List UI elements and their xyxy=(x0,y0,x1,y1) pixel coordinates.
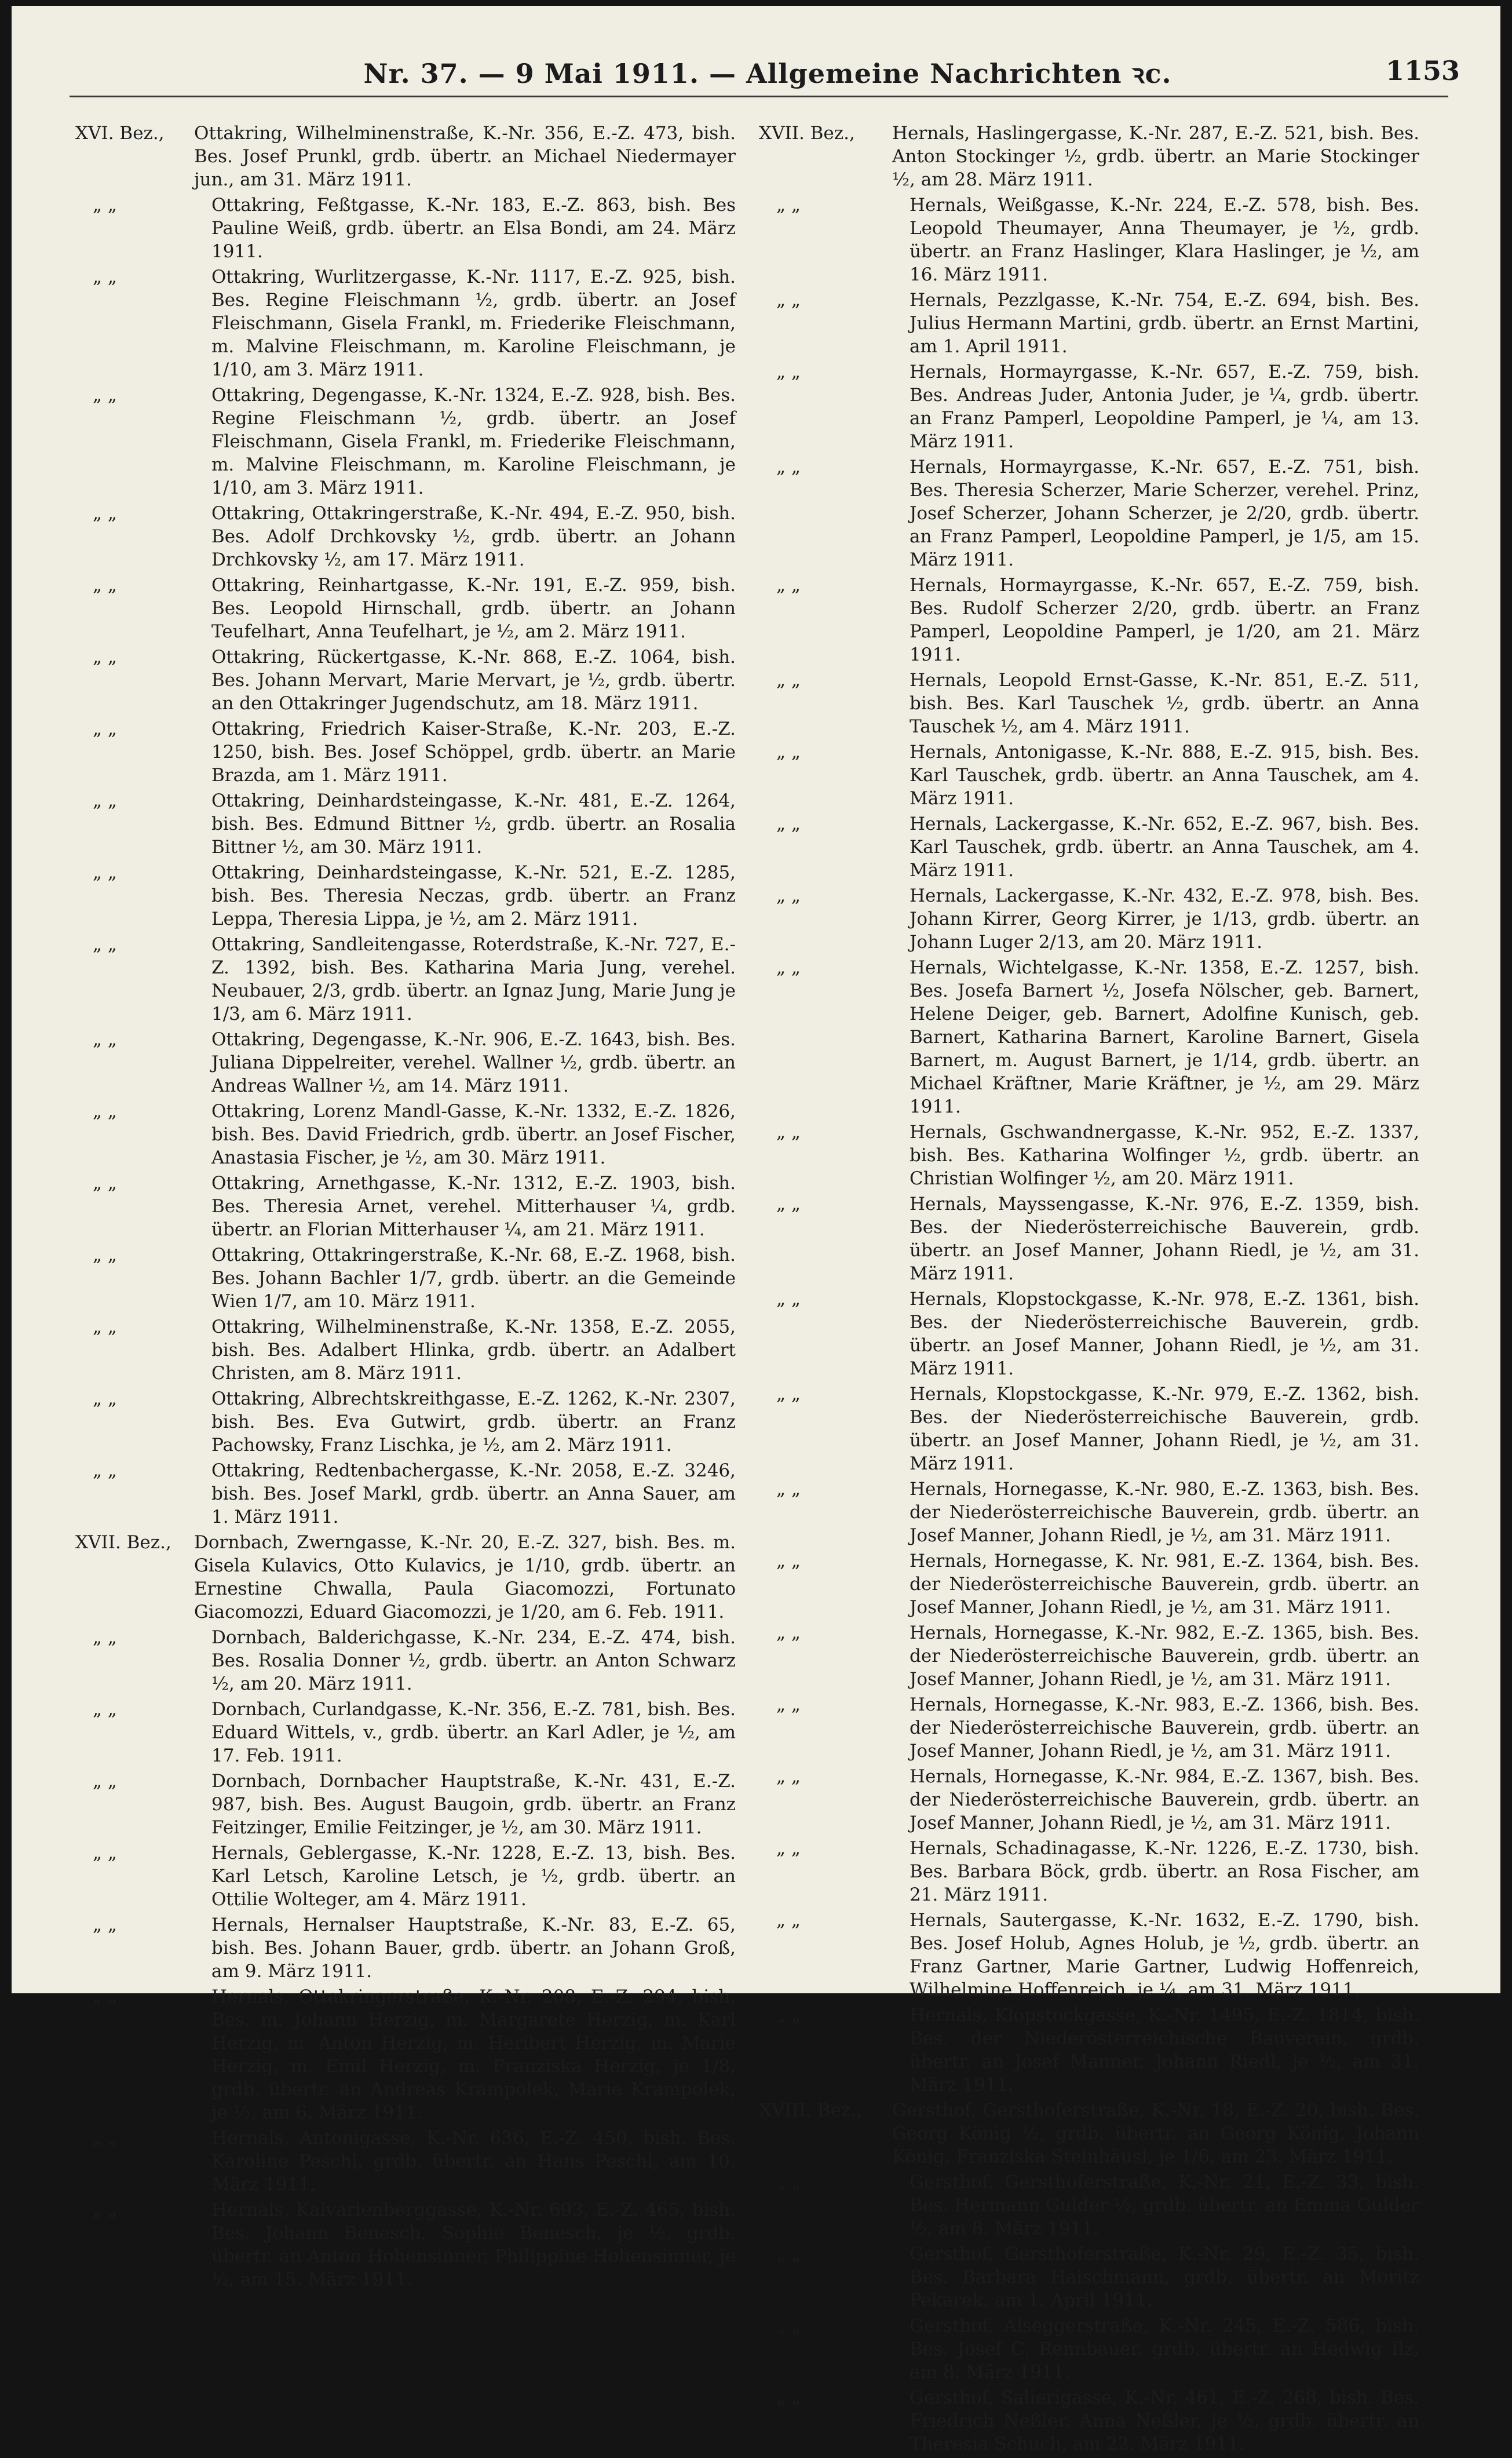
entry-district: „ „ xyxy=(776,1122,801,1143)
register-entry xyxy=(759,1765,1419,1835)
register-entry xyxy=(75,646,736,715)
register-entry xyxy=(75,861,736,931)
entry-text: Hernals, Hormayrgasse, K.-Nr. 657, E.-Z. 759, bish. Bes. Rudolf Scherzer 2/20, grdb. übertr. an Franz Pamperl, Leopoldine Pamperl, je 1/20, am 21. März 1911. xyxy=(910,575,1419,665)
entry-district: „ „ xyxy=(93,267,117,287)
entry-district: „ „ xyxy=(93,2128,117,2149)
entry-district: „ „ xyxy=(776,1384,801,1405)
entry-district: „ „ xyxy=(93,195,117,216)
header-title: Nr. 37. — 9 Mai 1911. — Allgemeine Nachrichten ꝛc. xyxy=(363,58,1172,89)
entry-district: XVII. Bez., xyxy=(759,123,855,144)
entry-district: „ „ xyxy=(776,362,801,382)
register-entry xyxy=(759,812,1419,882)
entry-text: Ottakring, Wilhelminenstraße, K.-Nr. 356, E.-Z. 473, bish. Bes. Josef Prunkl, grdb. übertr. an Michael Niedermayer jun., am 31. März 1911. xyxy=(194,123,736,190)
register-entry xyxy=(75,933,736,1026)
newspaper-page xyxy=(12,6,1500,2455)
entry-district: „ „ xyxy=(93,575,117,596)
entry-text: Hernals, Ottakringerstraße, K.-Nr. 208, E.-Z. 294, bish. Bes. m. Johann Herzig, m. Margarete Herzig, m. Karl Herzig, m. Anton Herzig, m. Heribert Herzig, m. Marie Herzig, m. Emil Herzig, m. Franziska Herzig, je 1/8, grdb. übertr. an Andreas Krampolek, Marie Krampolek, je ½, am 6. März 1911. xyxy=(211,1986,736,2123)
register-entry xyxy=(759,1478,1419,1547)
register-entry xyxy=(759,360,1419,453)
entry-text: Hernals, Hornegasse, K.-Nr. 983, E.-Z. 1366, bish. Bes. der Niederösterreichische Bauverein, grdb. übertr. an Josef Manner, Johann Riedl, je ½, am 31. März 1911. xyxy=(910,1694,1419,1762)
register-entry xyxy=(75,194,736,263)
register-entry xyxy=(75,2127,736,2196)
entry-text: Ottakring, Wilhelminenstraße, K.-Nr. 1358, E.-Z. 2055, bish. Bes. Adalbert Hlinka, grdb. übertr. an Adalbert Christen, am 8. März 1911. xyxy=(211,1316,736,1384)
entry-district: XVI. Bez., xyxy=(75,123,165,144)
entry-district: „ „ xyxy=(776,2005,801,2026)
entry-district: „ „ xyxy=(93,790,117,811)
entry-district: „ „ xyxy=(93,934,117,955)
entry-text: Gersthof, Salierigasse, K.-Nr. 461, E.-Z. 268, bish. Bes. Friedrich Neßler, Anna Neßler, je ½, grdb. übertr. an Theresia Schuch, am 22. März 1911. xyxy=(910,2387,1419,2455)
entry-district: „ „ xyxy=(93,385,117,406)
entry-text: Ottakring, Reinhartgasse, K.-Nr. 191, E.-Z. 959, bish. Bes. Leopold Hirnschall, grdb. übertr. an Johann Teufelhart, Anna Teufelhart, je ½, am 2. März 1911. xyxy=(211,575,736,642)
entry-text: Hernals, Hormayrgasse, K.-Nr. 657, E.-Z. 759, bish. Bes. Andreas Juder, Antonia Juder, je ¼, grdb. übertr. an Franz Pamperl, Leopoldine Pamperl, je ¼, am 13. März 1911. xyxy=(910,362,1419,452)
register-entry xyxy=(759,194,1419,286)
register-entry xyxy=(759,956,1419,1118)
register-entry xyxy=(759,2004,1419,2096)
register-entry xyxy=(759,1192,1419,1285)
register-entry xyxy=(75,1698,736,1767)
entry-text: Ottakring, Lorenz Mandl-Gasse, K.-Nr. 1332, E.-Z. 1826, bish. Bes. David Friedrich, grdb. übertr. an Josef Fischer, Anastasia Fischer, je ½, am 30. März 1911. xyxy=(211,1101,736,1168)
entry-district: „ „ xyxy=(776,575,801,596)
entry-text: Ottakring, Ottakringerstraße, K.-Nr. 68, E.-Z. 1968, bish. Bes. Johann Bachler 1/7, grdb. übertr. an die Gemeinde Wien 1/7, am 10. März 1911. xyxy=(211,1245,736,1312)
entry-text: Hernals, Antonigasse, K.-Nr. 888, E.-Z. 915, bish. Bes. Karl Tauschek, grdb. übertr. an Anna Tauschek, am 4. März 1911. xyxy=(910,742,1419,809)
entry-text: Hernals, Schadinagasse, K.-Nr. 1226, E.-Z. 1730, bish. Bes. Barbara Böck, grdb. übertr. an Rosa Fischer, am 21. März 1911. xyxy=(910,1838,1419,1905)
entry-text: Hernals, Hornegasse, K. Nr. 981, E.-Z. 1364, bish. Bes. der Niederösterreichische Bauverein, grdb. übertr. an Josef Manner, Johann Riedl, je ½, am 31. März 1911. xyxy=(910,1551,1419,1618)
register-entry xyxy=(759,2242,1419,2312)
register-entry xyxy=(759,2099,1419,2168)
entry-text: Ottakring, Albrechtskreithgasse, E.-Z. 1262, K.-Nr. 2307, bish. Bes. Eva Gutwirt, grdb. übertr. an Franz Pachowsky, Franz Lischka, je ½, am 2. März 1911. xyxy=(211,1388,736,1456)
register-entry xyxy=(75,1913,736,1983)
register-entry xyxy=(75,717,736,787)
register-entry xyxy=(759,884,1419,954)
register-entry xyxy=(759,1549,1419,1619)
entry-district: „ „ xyxy=(93,1843,117,1863)
entry-text: Ottakring, Ottakringerstraße, K.-Nr. 494, E.-Z. 950, bish. Bes. Adolf Drchkovsky ½, grdb. übertr. an Johann Drchkovsky ½, am 17. März 1911. xyxy=(211,503,736,570)
entry-text: Hernals, Antonigasse, K.-Nr. 636, E.-Z. 450, bish. Bes. Karoline Peschl, grdb. übertr. an Hans Peschl, am 10. März 1911. xyxy=(211,2128,736,2195)
entry-text: Hernals, Klopstockgasse, K.-Nr. 979, E.-Z. 1362, bish. Bes. der Niederösterreichische Bauverein, grdb. übertr. an Josef Manner, Johann Riedl, je ½, am 31. März 1911. xyxy=(910,1384,1419,1474)
entry-district: „ „ xyxy=(93,862,117,883)
entry-district: „ „ xyxy=(776,742,801,763)
entry-district: „ „ xyxy=(776,1838,801,1859)
register-entry xyxy=(759,122,1419,191)
register-entry xyxy=(75,384,736,499)
entry-text: Hernals, Hornegasse, K.-Nr. 980, E.-Z. 1363, bish. Bes. der Niederösterreichische Bauverein, grdb. übertr. an Josef Manner, Johann Riedl, je ½, am 31. März 1911. xyxy=(910,1479,1419,1546)
entry-district: „ „ xyxy=(776,1479,801,1500)
entry-text: Dornbach, Balderichgasse, K.-Nr. 234, E.-Z. 474, bish. Bes. Rosalia Donner ½, grdb. übertr. an Anton Schwarz ½, am 20. März 1911. xyxy=(211,1627,736,1694)
entry-text: Hernals, Kalvarienberggasse, K.-Nr. 693, E.-Z. 465, bish. Bes. Johann Benesch, Sophie Benesch, je ½, grdb. übertr. an Anton Hohensinner, Philippine Hohensinner, je ½, am 15. März 1911. xyxy=(211,2200,736,2290)
entry-district: „ „ xyxy=(93,1771,117,1792)
page-number: 1153 xyxy=(1385,55,1460,86)
entry-text: Gersthof, Alseggerstraße, K.-Nr. 245, E.-Z. 586, bish. Bes. Josef C. Rennbauer, grdb. übertr. an Hedwig Ilz, am 8. März 1911. xyxy=(910,2315,1419,2383)
entry-district: „ „ xyxy=(93,647,117,668)
register-entry xyxy=(75,502,736,571)
register-entry xyxy=(759,2386,1419,2456)
entry-text: Hernals, Hernalser Hauptstraße, K.-Nr. 83, E.-Z. 65, bish. Bes. Johann Bauer, grdb. übertr. an Johann Groß, am 9. März 1911. xyxy=(211,1914,736,1982)
entry-district: „ „ xyxy=(93,1316,117,1337)
entry-district: „ „ xyxy=(93,1460,117,1481)
entry-district: XVIII. Bez., xyxy=(759,2100,863,2121)
entry-district: „ „ xyxy=(776,290,801,311)
entry-text: Hernals, Gschwandnergasse, K.-Nr. 952, E.-Z. 1337, bish. Bes. Katharina Wolfinger ½, grdb. übertr. an Christian Wolfinger ½, am 20. März 1911. xyxy=(910,1122,1419,1189)
register-entry xyxy=(759,1288,1419,1380)
entry-district: „ „ xyxy=(776,1551,801,1571)
entry-text: Ottakring, Deinhardsteingasse, K.-Nr. 521, E.-Z. 1285, bish. Bes. Theresia Neczas, grdb. übertr. an Franz Leppa, Theresia Lippa, je ½, am 2. März 1911. xyxy=(211,862,736,929)
entry-district: „ „ xyxy=(776,2387,801,2408)
register-entry xyxy=(75,1985,736,2124)
entry-text: Ottakring, Feßtgasse, K.-Nr. 183, E.-Z. 863, bish. Bes Pauline Weiß, grdb. übertr. an Elsa Bondi, am 24. März 1911. xyxy=(211,195,736,262)
entry-text: Hernals, Hormayrgasse, K.-Nr. 657, E.-Z. 751, bish. Bes. Theresia Scherzer, Marie Scherzer, verehel. Prinz, Josef Scherzer, Johann Scherzer, je 2/20, grdb. übertr. an Franz Pamperl, Leopoldine Pamperl, je 1/5, am 15. März 1911. xyxy=(910,457,1419,570)
register-entry xyxy=(759,289,1419,358)
entry-district: „ „ xyxy=(93,1173,117,1194)
entry-text: Ottakring, Friedrich Kaiser-Straße, K.-Nr. 203, E.-Z. 1250, bish. Bes. Josef Schöppel, grdb. übertr. an Marie Brazda, am 1. März 1911. xyxy=(211,719,736,786)
entry-text: Gersthof, Gersthoferstraße, K.-Nr. 21, E.-Z. 33, bish. Bes. Hermann Gulder ½, grdb. übertr. an Emma Gulder ½, am 8. März 1911. xyxy=(910,2172,1419,2239)
register-entry xyxy=(75,265,736,381)
register-entry xyxy=(75,1531,736,1624)
page-header xyxy=(75,55,1460,90)
entry-text: Hernals, Hornegasse, K.-Nr. 984, E.-Z. 1367, bish. Bes. der Niederösterreichische Bauverein, grdb. übertr. an Josef Manner, Johann Riedl, je ½, am 31. März 1911. xyxy=(910,1766,1419,1833)
entry-district: „ „ xyxy=(93,1029,117,1050)
entry-text: Ottakring, Wurlitzergasse, K.-Nr. 1117, E.-Z. 925, bish. Bes. Regine Fleischmann ½, grdb. übertr. an Josef Fleischmann, Gisela Frankl, m. Friederike Fleischmann, m. Malvine Fleischmann, m. Karoline Fleischmann, je 1/10, am 3. März 1911. xyxy=(211,267,736,380)
register-entry xyxy=(75,1459,736,1529)
entry-district: „ „ xyxy=(93,1627,117,1648)
register-entry xyxy=(75,1626,736,1695)
register-entry xyxy=(75,1028,736,1097)
register-entry xyxy=(75,2198,736,2291)
entry-text: Hernals, Mayssengasse, K.-Nr. 976, E.-Z. 1359, bish. Bes. der Niederösterreichische Bauverein, grdb. übertr. an Josef Manner, Johann Riedl, je ½, am 31. März 1911. xyxy=(910,1194,1419,1284)
register-entry xyxy=(75,1100,736,1169)
entry-text: Hernals, Klopstockgasse, K.-Nr. 978, E.-Z. 1361, bish. Bes. der Niederösterreichische Bauverein, grdb. übertr. an Josef Manner, Johann Riedl, je ½, am 31. März 1911. xyxy=(910,1289,1419,1379)
entry-text: Hernals, Hornegasse, K.-Nr. 982, E.-Z. 1365, bish. Bes. der Niederösterreichische Bauverein, grdb. übertr. an Josef Manner, Johann Riedl, je ½, am 31. März 1911. xyxy=(910,1622,1419,1690)
entry-text: Hernals, Geblergasse, K.-Nr. 1228, E.-Z. 13, bish. Bes. Karl Letsch, Karoline Letsch, je ½, grdb. übertr. an Ottilie Wolteger, am 4. März 1911. xyxy=(211,1843,736,1910)
entry-text: Dornbach, Dornbacher Hauptstraße, K.-Nr. 431, E.-Z. 987, bish. Bes. August Baugoin, grdb. übertr. an Franz Feitzinger, Emilie Feitzinger, je ½, am 30. März 1911. xyxy=(211,1771,736,1838)
entry-district: „ „ xyxy=(93,1986,117,2007)
entry-text: Ottakring, Sandleitengasse, Roterdstraße, K.-Nr. 727, E.-Z. 1392, bish. Bes. Katharina Maria Jung, verehel. Neubauer, 2/3, grdb. übertr. an Ignaz Jung, Marie Jung je 1/3, am 6. März 1911. xyxy=(211,934,736,1024)
entry-district: „ „ xyxy=(776,1622,801,1643)
entry-district: „ „ xyxy=(93,1699,117,1720)
entry-text: Hernals, Leopold Ernst-Gasse, K.-Nr. 851, E.-Z. 511, bish. Bes. Karl Tauschek ½, grdb. übertr. an Anna Tauschek ½, am 4. März 1911. xyxy=(910,670,1419,737)
entry-text: Hernals, Sautergasse, K.-Nr. 1632, E.-Z. 1790, bish. Bes. Josef Holub, Agnes Holub, je ½, grdb. übertr. an Franz Gartner, Marie Gartner, Ludwig Hoffenreich, Wilhelmine Hoffenreich, je ¼, am 31. März 1911. xyxy=(910,1910,1419,2000)
entry-text: Ottakring, Degengasse, K.-Nr. 906, E.-Z. 1643, bish. Bes. Juliana Dippelreiter, verehel. Wallner ½, grdb. übertr. an Andreas Wallner ½, am 14. März 1911. xyxy=(211,1029,736,1096)
entry-text: Ottakring, Degengasse, K.-Nr. 1324, E.-Z. 928, bish. Bes. Regine Fleischmann ½, grdb. übertr. an Josef Fleischmann, Gisela Frankl, m. Friederike Fleischmann, m. Malvine Fleischmann, m. Karoline Fleischmann, je 1/10, am 3. März 1911. xyxy=(211,385,736,498)
register-entry xyxy=(75,1770,736,1839)
entry-district: „ „ xyxy=(776,670,801,691)
entry-district: „ „ xyxy=(93,719,117,739)
entry-text: Dornbach, Curlandgasse, K.-Nr. 356, E.-Z. 781, bish. Bes. Eduard Wittels, v., grdb. übertr. an Karl Adler, je ½, am 17. Feb. 1911. xyxy=(211,1699,736,1766)
entry-district: „ „ xyxy=(93,503,117,524)
register-entry xyxy=(759,1693,1419,1763)
register-entry xyxy=(759,455,1419,571)
register-entry xyxy=(759,1837,1419,1906)
entry-district: „ „ xyxy=(93,1914,117,1935)
entry-text: Ottakring, Redtenbachergasse, K.-Nr. 2058, E.-Z. 3246, bish. Bes. Josef Markl, grdb. übertr. an Anna Sauer, am 1. März 1911. xyxy=(211,1460,736,1527)
left-column xyxy=(75,122,736,2293)
entry-district: „ „ xyxy=(776,195,801,216)
register-entry xyxy=(759,1383,1419,1475)
register-entry xyxy=(759,669,1419,738)
entry-text: Hernals, Wichtelgasse, K.-Nr. 1358, E.-Z. 1257, bish. Bes. Josefa Barnert ½, Josefa Nölscher, geb. Barnert, Helene Deiger, geb. Barnert, Adolfine Kunisch, geb. Barnert, Katharina Barnert, Karoline Barnert, Gisela Barnert, m. August Barnert, je 1/14, grdb. übertr. an Michael Kräftner, Marie Kräftner, je ½, am 29. März 1911. xyxy=(910,957,1419,1117)
entry-text: Hernals, Pezzlgasse, K.-Nr. 754, E.-Z. 694, bish. Bes. Julius Hermann Martini, grdb. übertr. an Ernst Martini, am 1. April 1911. xyxy=(910,290,1419,357)
register-entry xyxy=(75,1841,736,1911)
header-rule xyxy=(70,96,1448,97)
entry-text: Hernals, Klopstockgasse, K.-Nr. 1495, E.-Z. 1814, bish. Bes. der Niederösterreichische Bauverein, grdb. übertr. an Josef Manner, Johann Riedl, je ½, am 31. März 1911. xyxy=(910,2005,1419,2095)
register-entry xyxy=(759,574,1419,666)
entry-text: Hernals, Haslingergasse, K.-Nr. 287, E.-Z. 521, bish. Bes. Anton Stockinger ½, grdb. übertr. an Marie Stockinger ½, am 28. März 1911. xyxy=(892,123,1419,190)
entry-text: Ottakring, Arnethgasse, K.-Nr. 1312, E.-Z. 1903, bish. Bes. Theresia Arnet, verehel. Mitterhauser ¼, grdb. übertr. an Florian Mitterhauser ¼, am 21. März 1911. xyxy=(211,1173,736,1240)
entry-district: „ „ xyxy=(776,814,801,834)
entry-district: „ „ xyxy=(93,1101,117,1122)
entry-text: Ottakring, Deinhardsteingasse, K.-Nr. 481, E.-Z. 1264, bish. Bes. Edmund Bittner ½, grdb. übertr. an Rosalia Bittner ½, am 30. März 1911. xyxy=(211,790,736,858)
entry-text: Gersthof, Gersthoferstraße, K.-Nr. 18, E.-Z. 20, bish. Bes. Georg König ½, grdb. übertr. an Georg König, Johann König, Franziska Steinhäusl, je 1/6, am 23. März 1911. xyxy=(892,2100,1419,2167)
register-entry xyxy=(75,1315,736,1385)
register-entry xyxy=(759,741,1419,810)
entry-district: „ „ xyxy=(776,1766,801,1787)
entry-district: XVII. Bez., xyxy=(75,1532,171,1553)
right-column xyxy=(759,122,1419,2458)
entry-text: Hernals, Weißgasse, K.-Nr. 224, E.-Z. 578, bish. Bes. Leopold Theumayer, Anna Theumayer, je ½, grdb. übertr. an Franz Haslinger, Klara Haslinger, je ½, am 16. März 1911. xyxy=(910,195,1419,285)
entry-text: Dornbach, Zwerngasse, K.-Nr. 20, E.-Z. 327, bish. Bes. m. Gisela Kulavics, Otto Kulavics, je 1/10, grdb. übertr. an Ernestine Chwalla, Paula Giacomozzi, Fortunato Giacomozzi, Eduard Giacomozzi, je 1/20, am 6. Feb. 1911. xyxy=(194,1532,736,1622)
register-entry xyxy=(75,574,736,643)
register-entry xyxy=(759,1121,1419,1190)
entry-district: „ „ xyxy=(776,2244,801,2264)
entry-district: „ „ xyxy=(776,1194,801,1215)
entry-text: Hernals, Lackergasse, K.-Nr. 652, E.-Z. 967, bish. Bes. Karl Tauschek, grdb. übertr. an Anna Tauschek, am 4. März 1911. xyxy=(910,814,1419,881)
register-entry xyxy=(75,1172,736,1241)
entry-district: „ „ xyxy=(93,2200,117,2220)
entry-district: „ „ xyxy=(776,1289,801,1310)
entry-district: „ „ xyxy=(776,885,801,906)
entry-district: „ „ xyxy=(776,957,801,978)
register-entry xyxy=(759,2314,1419,2384)
register-entry xyxy=(75,1387,736,1457)
entry-district: „ „ xyxy=(776,2172,801,2193)
register-entry xyxy=(759,1909,1419,2001)
entry-district: „ „ xyxy=(776,457,801,477)
entry-district: „ „ xyxy=(93,1245,117,1266)
entry-district: „ „ xyxy=(93,1388,117,1409)
register-entry xyxy=(75,1243,736,1313)
entry-text: Ottakring, Rückertgasse, K.-Nr. 868, E.-Z. 1064, bish. Bes. Johann Mervart, Marie Mervart, je ½, grdb. übertr. an den Ottakringer Jugendschutz, am 18. März 1911. xyxy=(211,647,736,714)
register-entry xyxy=(759,1621,1419,1691)
register-entry xyxy=(75,122,736,191)
entry-text: Gersthof, Gersthoferstraße, K.-Nr. 29, E.-Z. 35, bish. Bes. Barbara Haischmann, grdb. übertr. an Moritz Pekarek, am 1. April 1911. xyxy=(910,2244,1419,2311)
entry-text: Hernals, Lackergasse, K.-Nr. 432, E.-Z. 978, bish. Bes. Johann Kirrer, Georg Kirrer, je 1/13, grdb. übertr. an Johann Luger 2/13, am 20. März 1911. xyxy=(910,885,1419,953)
entry-district: „ „ xyxy=(776,1910,801,1931)
register-entry xyxy=(759,2171,1419,2240)
entry-district: „ „ xyxy=(776,1694,801,1715)
entry-district: „ „ xyxy=(776,2315,801,2336)
register-entry xyxy=(75,789,736,859)
